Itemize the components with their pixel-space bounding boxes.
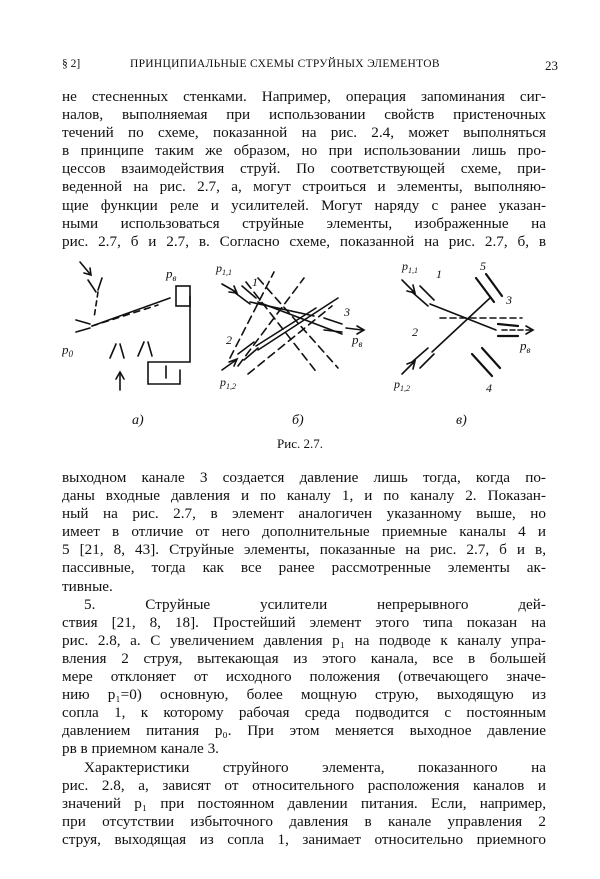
label-p12-b: $p_{1,2}$ bbox=[220, 375, 236, 391]
paragraph-1 bbox=[62, 88, 546, 251]
text-line: рис. 2.7, б и 2.7, в. Согласно схеме, показанной на рис. 2.7, б, в bbox=[62, 232, 546, 250]
text-line: значений p₁ при постоянном давлении питания. Если, например, bbox=[62, 794, 546, 812]
label-3-c: 3 bbox=[506, 293, 512, 307]
text-line: налов, выполняемая при использовании свойств пристеночных bbox=[62, 106, 546, 124]
text-line: мере отклоняет от исходного положения (отвечающего значе- bbox=[62, 668, 546, 686]
text-line: рис. 2.8, а, зависят от относительного расположения каналов и bbox=[62, 776, 546, 794]
figure-panel-b bbox=[222, 272, 364, 374]
text-line: выходном канале 3 создается давление лишь тогда, когда по- bbox=[62, 469, 546, 486]
text-line: ный на рис. 2.7, в элемент аналогичен указанному выше, но bbox=[62, 505, 546, 523]
label-p12-c: $p_{1,2}$ bbox=[394, 377, 410, 393]
label-p11-b: $p_{1,1}$ bbox=[216, 261, 232, 277]
label-2-b: 2 bbox=[226, 333, 232, 347]
text-line: не стесненных стенками. Например, операция запоминания сиг- bbox=[62, 88, 546, 105]
text-line: pв в приемном канале 3. bbox=[62, 740, 219, 758]
panel-label-b: б) bbox=[292, 413, 304, 428]
label-1-c: 1 bbox=[436, 267, 442, 281]
text-line: щие функции реле и усилителей. Могут наряду с ранее указан- bbox=[62, 196, 546, 214]
page-number: 23 bbox=[545, 58, 558, 73]
label-p11-c: $p_{1,1}$ bbox=[402, 259, 418, 275]
text-line: ствия [21, 8, 18]. Простейший элемент этого типа показан на bbox=[62, 613, 546, 631]
running-header bbox=[62, 58, 560, 76]
label-pv-b: $p_в$ bbox=[352, 332, 363, 349]
text-line: в принципе таким же образом, но при использовании лишь про- bbox=[62, 142, 546, 160]
label-p0: $p_0$ bbox=[62, 342, 73, 359]
figure-2-7 bbox=[62, 258, 546, 458]
section-marker: § 2] bbox=[62, 58, 81, 70]
label-pv-c: $p_в$ bbox=[520, 338, 531, 355]
paragraph-2 bbox=[62, 469, 546, 849]
running-title: ПРИНЦИПИАЛЬНЫЕ СХЕМЫ СТРУЙНЫХ ЭЛЕМЕНТОВ bbox=[130, 58, 440, 70]
text-line: 5. Струйные усилители непрерывного дей- bbox=[84, 595, 546, 613]
label-2-c: 2 bbox=[412, 325, 418, 339]
text-line: тивные. bbox=[62, 577, 113, 595]
label-5-c: 5 bbox=[480, 259, 486, 273]
text-line: веденной на рис. 2.7, а, могут строиться и элементы, выполняю- bbox=[62, 178, 546, 196]
figure-caption: Рис. 2.7. bbox=[277, 436, 323, 451]
text-line: при отсутствии избыточного давления в канале управления 2 bbox=[62, 812, 546, 830]
text-line: давлением питания p₀. При этом меняется выходное давление bbox=[62, 722, 546, 740]
text-line: даны входные давления и по каналу 1, и по каналу 2. Показан- bbox=[62, 487, 546, 505]
text-line: пассивные, тогда как все ранее рассмотренные элементы ак- bbox=[62, 559, 546, 577]
text-line: струя, выходящая из сопла 1, занимает относительно приемного bbox=[62, 830, 546, 848]
label-pv-a: $p_в$ bbox=[166, 266, 177, 283]
text-line: 5 [21, 8, 43]. Струйные элементы, показанные на рис. 2.7, б и в, bbox=[62, 541, 546, 559]
text-line: рис. 2.8, а. С увеличением давления p₁ на подводе к каналу упра- bbox=[62, 631, 546, 649]
panel-label-a: а) bbox=[132, 413, 144, 428]
label-1-b: 1 bbox=[252, 275, 258, 289]
text-line: нию p₁=0) основную, более мощную струю, выходящую из bbox=[62, 686, 546, 704]
text-line: вления 2 струя, вытекающая из этого канала, все в большей bbox=[62, 649, 546, 667]
figure-panel-c bbox=[402, 274, 533, 376]
label-3-b: 3 bbox=[344, 305, 350, 319]
text-line: Характеристики струйного элемента, показанного на bbox=[84, 758, 546, 776]
text-line: сопла 1, к которому рабочая среда подводится с постоянным bbox=[62, 704, 546, 722]
text-line: ными использоваться струйные элементы, изображенные на bbox=[62, 214, 546, 232]
label-4-c: 4 bbox=[486, 381, 492, 395]
text-line: течений по схеме, показанной на рис. 2.4, может выполняться bbox=[62, 124, 546, 142]
text-line: цессов взаимодействия струй. По соответствующей схеме, при- bbox=[62, 160, 546, 178]
panel-label-c: в) bbox=[456, 413, 467, 428]
text-line: имеет в отличие от него дополнительные приемные каналы 4 и bbox=[62, 523, 546, 541]
